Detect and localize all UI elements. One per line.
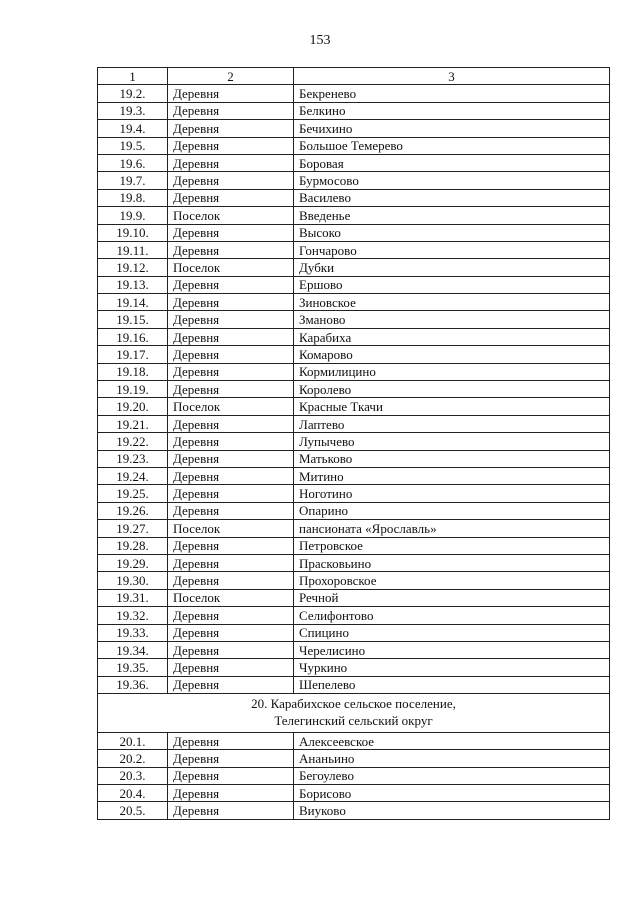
table-row bbox=[98, 154, 610, 171]
row-number: 19.16. bbox=[98, 328, 168, 345]
row-number: 19.14. bbox=[98, 294, 168, 311]
row-number: 20.4. bbox=[98, 785, 168, 802]
row-number: 19.10. bbox=[98, 224, 168, 241]
table-row bbox=[98, 381, 610, 398]
row-number: 19.8. bbox=[98, 189, 168, 206]
settlement-type: Поселок bbox=[168, 520, 294, 537]
row-number: 19.24. bbox=[98, 467, 168, 484]
settlement-name: Бегоулево bbox=[294, 767, 610, 784]
settlement-name: Белкино bbox=[294, 102, 610, 119]
settlement-type: Деревня bbox=[168, 85, 294, 102]
settlement-name: Речной bbox=[294, 589, 610, 606]
settlement-name: Ноготино bbox=[294, 485, 610, 502]
table-row bbox=[98, 207, 610, 224]
section-header-row bbox=[98, 694, 610, 733]
row-number: 19.9. bbox=[98, 207, 168, 224]
settlement-type: Деревня bbox=[168, 224, 294, 241]
row-number: 19.4. bbox=[98, 120, 168, 137]
table-row bbox=[98, 802, 610, 819]
table-row bbox=[98, 328, 610, 345]
row-number: 19.22. bbox=[98, 433, 168, 450]
table-row bbox=[98, 102, 610, 119]
settlement-name: Высоко bbox=[294, 224, 610, 241]
row-number: 19.29. bbox=[98, 554, 168, 571]
row-number: 19.30. bbox=[98, 572, 168, 589]
settlement-type: Деревня bbox=[168, 154, 294, 171]
settlement-name: Матьково bbox=[294, 450, 610, 467]
settlement-type: Деревня bbox=[168, 381, 294, 398]
settlement-type: Деревня bbox=[168, 450, 294, 467]
table-row bbox=[98, 311, 610, 328]
column-header-number: 1 bbox=[98, 68, 168, 85]
row-number: 19.7. bbox=[98, 172, 168, 189]
settlement-name: Введенье bbox=[294, 207, 610, 224]
settlements-table bbox=[97, 67, 610, 820]
settlement-name: Селифонтово bbox=[294, 607, 610, 624]
table-row bbox=[98, 85, 610, 102]
table-row bbox=[98, 276, 610, 293]
settlement-type: Деревня bbox=[168, 785, 294, 802]
table-row bbox=[98, 224, 610, 241]
settlement-type: Деревня bbox=[168, 276, 294, 293]
table-row bbox=[98, 259, 610, 276]
section-title-line-1: 20. Карабихское сельское поселение, bbox=[251, 696, 456, 712]
row-number: 19.11. bbox=[98, 241, 168, 258]
settlement-name: Бечихино bbox=[294, 120, 610, 137]
settlement-name: Чуркино bbox=[294, 659, 610, 676]
settlement-type: Деревня bbox=[168, 537, 294, 554]
row-number: 19.3. bbox=[98, 102, 168, 119]
settlement-name: Лаптево bbox=[294, 415, 610, 432]
settlement-type: Деревня bbox=[168, 676, 294, 693]
settlement-type: Деревня bbox=[168, 607, 294, 624]
table-row bbox=[98, 502, 610, 519]
settlement-type: Деревня bbox=[168, 120, 294, 137]
table-row bbox=[98, 641, 610, 658]
settlement-name: Черелисино bbox=[294, 641, 610, 658]
row-number: 20.3. bbox=[98, 767, 168, 784]
settlement-type: Деревня bbox=[168, 572, 294, 589]
row-number: 19.6. bbox=[98, 154, 168, 171]
settlement-name: пансионата «Ярославль» bbox=[294, 520, 610, 537]
settlement-name: Комарово bbox=[294, 346, 610, 363]
settlement-type: Деревня bbox=[168, 467, 294, 484]
table-row bbox=[98, 572, 610, 589]
section-title-line-2: Телегинский сельский округ bbox=[274, 712, 433, 728]
section-title bbox=[98, 694, 610, 733]
row-number: 19.12. bbox=[98, 259, 168, 276]
table-row bbox=[98, 433, 610, 450]
settlement-name: Бурмосово bbox=[294, 172, 610, 189]
table-row bbox=[98, 467, 610, 484]
row-number: 19.15. bbox=[98, 311, 168, 328]
settlement-name: Опарино bbox=[294, 502, 610, 519]
row-number: 19.31. bbox=[98, 589, 168, 606]
settlement-name: Боровая bbox=[294, 154, 610, 171]
settlement-name: Петровское bbox=[294, 537, 610, 554]
row-number: 19.17. bbox=[98, 346, 168, 363]
row-number: 19.25. bbox=[98, 485, 168, 502]
table-row bbox=[98, 346, 610, 363]
settlement-name: Лупычево bbox=[294, 433, 610, 450]
row-number: 19.35. bbox=[98, 659, 168, 676]
row-number: 19.27. bbox=[98, 520, 168, 537]
table-row bbox=[98, 294, 610, 311]
settlement-name: Бекренево bbox=[294, 85, 610, 102]
settlement-name: Зманово bbox=[294, 311, 610, 328]
table-row bbox=[98, 415, 610, 432]
settlement-type: Поселок bbox=[168, 589, 294, 606]
settlement-name: Ершово bbox=[294, 276, 610, 293]
table-row bbox=[98, 554, 610, 571]
settlement-name: Королево bbox=[294, 381, 610, 398]
row-number: 19.26. bbox=[98, 502, 168, 519]
table-row bbox=[98, 137, 610, 154]
table-row bbox=[98, 363, 610, 380]
settlement-type: Деревня bbox=[168, 732, 294, 749]
settlement-type: Деревня bbox=[168, 802, 294, 819]
row-number: 19.23. bbox=[98, 450, 168, 467]
settlement-type: Деревня bbox=[168, 311, 294, 328]
row-number: 19.32. bbox=[98, 607, 168, 624]
settlement-type: Деревня bbox=[168, 502, 294, 519]
settlement-type: Деревня bbox=[168, 485, 294, 502]
settlement-type: Деревня bbox=[168, 346, 294, 363]
row-number: 19.36. bbox=[98, 676, 168, 693]
settlement-type: Деревня bbox=[168, 415, 294, 432]
settlement-type: Деревня bbox=[168, 659, 294, 676]
row-number: 20.5. bbox=[98, 802, 168, 819]
settlement-name: Шепелево bbox=[294, 676, 610, 693]
settlement-name: Большое Темерево bbox=[294, 137, 610, 154]
table-body bbox=[98, 68, 610, 820]
settlement-name: Прасковьино bbox=[294, 554, 610, 571]
table-row bbox=[98, 607, 610, 624]
table-row bbox=[98, 450, 610, 467]
settlement-type: Деревня bbox=[168, 137, 294, 154]
settlement-type: Деревня bbox=[168, 624, 294, 641]
row-number: 19.18. bbox=[98, 363, 168, 380]
table-row bbox=[98, 589, 610, 606]
table-row bbox=[98, 767, 610, 784]
settlement-type: Деревня bbox=[168, 172, 294, 189]
settlement-type: Деревня bbox=[168, 750, 294, 767]
page-number: 153 bbox=[309, 33, 331, 48]
settlement-name: Виуково bbox=[294, 802, 610, 819]
table-row bbox=[98, 537, 610, 554]
settlement-name: Гончарово bbox=[294, 241, 610, 258]
table-row bbox=[98, 241, 610, 258]
settlement-type: Поселок bbox=[168, 398, 294, 415]
row-number: 19.19. bbox=[98, 381, 168, 398]
row-number: 19.13. bbox=[98, 276, 168, 293]
settlement-type: Деревня bbox=[168, 189, 294, 206]
row-number: 19.21. bbox=[98, 415, 168, 432]
table-row bbox=[98, 659, 610, 676]
settlement-type: Поселок bbox=[168, 207, 294, 224]
table-row bbox=[98, 189, 610, 206]
row-number: 20.1. bbox=[98, 732, 168, 749]
settlement-type: Поселок bbox=[168, 259, 294, 276]
table-row bbox=[98, 785, 610, 802]
settlement-name: Зиновское bbox=[294, 294, 610, 311]
table-header-row bbox=[98, 68, 610, 85]
settlement-name: Кормилицино bbox=[294, 363, 610, 380]
settlement-name: Ананьино bbox=[294, 750, 610, 767]
table-row bbox=[98, 120, 610, 137]
settlement-type: Деревня bbox=[168, 102, 294, 119]
column-header-type: 2 bbox=[168, 68, 294, 85]
settlement-name: Василево bbox=[294, 189, 610, 206]
settlement-type: Деревня bbox=[168, 328, 294, 345]
settlement-name: Спицино bbox=[294, 624, 610, 641]
table-row bbox=[98, 624, 610, 641]
table-row bbox=[98, 732, 610, 749]
row-number: 19.33. bbox=[98, 624, 168, 641]
column-header-name: 3 bbox=[294, 68, 610, 85]
settlement-name: Дубки bbox=[294, 259, 610, 276]
row-number: 19.2. bbox=[98, 85, 168, 102]
settlement-name: Митино bbox=[294, 467, 610, 484]
settlement-name: Карабиха bbox=[294, 328, 610, 345]
row-number: 19.28. bbox=[98, 537, 168, 554]
settlement-name: Борисово bbox=[294, 785, 610, 802]
settlement-name: Прохоровское bbox=[294, 572, 610, 589]
table-row bbox=[98, 172, 610, 189]
row-number: 20.2. bbox=[98, 750, 168, 767]
table-row bbox=[98, 520, 610, 537]
settlement-name: Алексеевское bbox=[294, 732, 610, 749]
settlement-name: Красные Ткачи bbox=[294, 398, 610, 415]
settlement-type: Деревня bbox=[168, 767, 294, 784]
table-row bbox=[98, 398, 610, 415]
table-row bbox=[98, 485, 610, 502]
row-number: 19.20. bbox=[98, 398, 168, 415]
settlement-type: Деревня bbox=[168, 363, 294, 380]
settlement-type: Деревня bbox=[168, 641, 294, 658]
settlement-type: Деревня bbox=[168, 554, 294, 571]
table-row bbox=[98, 750, 610, 767]
settlement-type: Деревня bbox=[168, 241, 294, 258]
table-row bbox=[98, 676, 610, 693]
settlement-type: Деревня bbox=[168, 294, 294, 311]
settlement-type: Деревня bbox=[168, 433, 294, 450]
row-number: 19.5. bbox=[98, 137, 168, 154]
row-number: 19.34. bbox=[98, 641, 168, 658]
